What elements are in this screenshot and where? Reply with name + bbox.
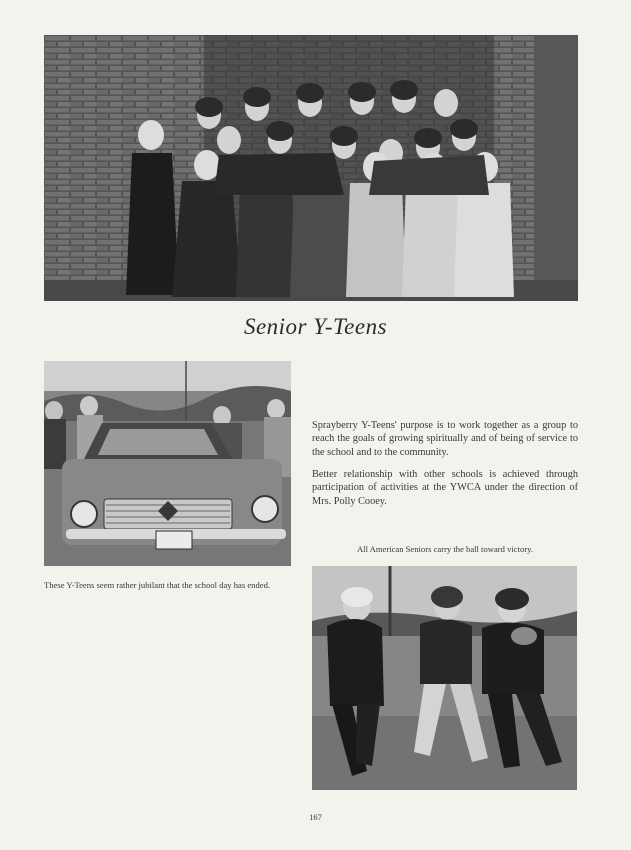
page-number: 167 — [309, 812, 322, 822]
football-caption: All American Seniors carry the ball toward victory. — [356, 544, 534, 554]
group-photo — [44, 35, 578, 301]
purpose-paragraph: Sprayberry Y-Teens' purpose is to work together as a group to reach the goals of growing spiritually and of being of service to the school and to the community. — [312, 420, 578, 458]
page-title: Senior Y-Teens — [243, 314, 388, 339]
car-photo — [44, 361, 291, 566]
car-photo-icon — [44, 361, 291, 566]
relationship-paragraph: Better relationship with other schools is achieved through participation of activities at the YWCA under the direction of Mrs. Polly Cooey. — [312, 469, 578, 507]
car-caption: These Y-Teens seem rather jubilant that the school day has ended. — [44, 580, 271, 590]
group-photo-icon — [44, 35, 578, 301]
football-photo — [312, 566, 577, 790]
football-photo-icon — [312, 566, 577, 790]
